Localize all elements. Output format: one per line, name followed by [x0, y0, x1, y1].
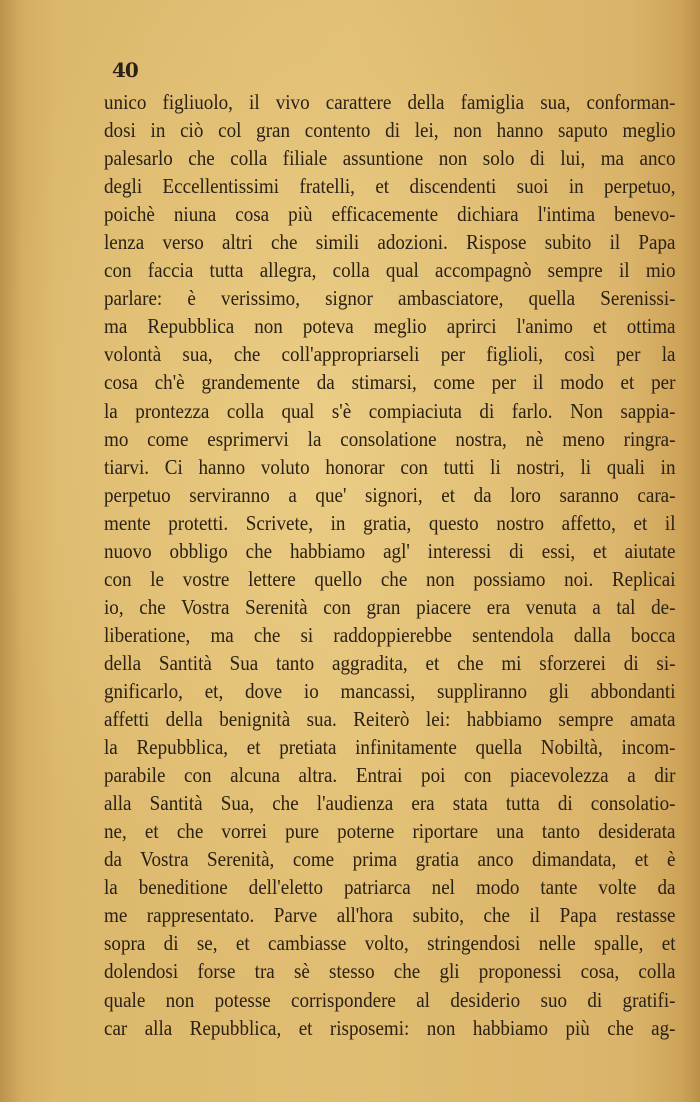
text-line: lenza verso altri che simili adozioni. Rispose subito il Papa — [104, 230, 676, 255]
text-line: quale non potesse corrispondere al desiderio suo di gratifi- — [104, 987, 676, 1012]
text-line: liberatione, ma che si raddoppierebbe sentendola dalla bocca — [104, 622, 676, 647]
text-line: io, che Vostra Serenità con gran piacere era venuta a tal de- — [104, 594, 676, 619]
text-line: mente protetti. Scrivete, in gratia, questo nostro affetto, et il — [104, 510, 676, 535]
text-line: dolendosi forse tra sè stesso che gli proponessi cosa, colla — [104, 959, 676, 984]
text-line: sopra di se, et cambiasse volto, stringendosi nelle spalle, et — [104, 931, 676, 956]
text-line: mo come esprimervi la consolatione nostra, nè meno ringra- — [104, 426, 676, 451]
text-line: dosi in ciò col gran contento di lei, non hanno saputo meglio — [104, 118, 676, 143]
text-line: degli Eccellentissimi fratelli, et discendenti suoi in perpetuo, — [104, 174, 676, 199]
text-line: con faccia tutta allegra, colla qual accompagnò sempre il mio — [104, 258, 676, 283]
text-line: nuovo obbligo che habbiamo agl' interessi di essi, et aiutate — [104, 538, 676, 563]
text-line: unico figliuolo, il vivo carattere della famiglia sua, conforman- — [104, 90, 676, 114]
page-number: 40 — [112, 58, 138, 82]
text-line: affetti della benignità sua. Reiterò lei: habbiamo sempre amata — [104, 707, 676, 732]
text-line: poichè niuna cosa più efficacemente dichiara l'intima benevo- — [104, 202, 676, 227]
text-line: la beneditione dell'eletto patriarca nel modo tante volte da — [104, 875, 676, 900]
text-line: parabile con alcuna altra. Entrai poi con piacevolezza a dir — [104, 763, 676, 788]
text-line: da Vostra Serenità, come prima gratia anco dimandata, et è — [104, 847, 676, 872]
text-line: con le vostre lettere quello che non possiamo noi. Replicai — [104, 566, 676, 591]
text-line: parlare: è verissimo, signor ambasciatore, quella Serenissi- — [104, 286, 676, 311]
text-line: della Santità Sua tanto aggradita, et che mi sforzerei di si- — [104, 650, 676, 675]
text-line: ne, et che vorrei pure poterne riportare una tanto desiderata — [104, 819, 676, 844]
text-line: car alla Repubblica, et risposemi: non habbiamo più che ag- — [104, 1015, 676, 1040]
text-line: la Repubblica, et pretiata infinitamente quella Nobiltà, incom- — [104, 735, 676, 760]
text-line: volontà sua, che coll'appropriarseli per figlioli, così per la — [104, 342, 676, 367]
text-line: ma Repubblica non poteva meglio aprirci l'animo et ottima — [104, 314, 676, 339]
page-right-edge-shadow — [682, 0, 700, 1102]
text-line: me rappresentato. Parve all'hora subito, che il Papa restasse — [104, 903, 676, 928]
text-line: gnificarlo, et, dove io mancassi, suppliranno gli abbondanti — [104, 678, 676, 703]
text-line: la prontezza colla qual s'è compiaciuta di farlo. Non sappia- — [104, 398, 676, 423]
text-line: perpetuo serviranno a que' signori, et da loro saranno cara- — [104, 482, 676, 507]
text-line: palesarlo che colla filiale assuntione non solo di lui, ma anco — [104, 146, 676, 171]
page-left-edge-shadow — [0, 0, 22, 1102]
text-line: tiarvi. Ci hanno voluto honorar con tutti li nostri, li quali in — [104, 454, 676, 479]
text-line: alla Santità Sua, che l'audienza era stata tutta di consolatio- — [104, 791, 676, 816]
body-text — [104, 88, 676, 1042]
text-line: cosa ch'è grandemente da stimarsi, come per il modo et per — [104, 370, 676, 395]
